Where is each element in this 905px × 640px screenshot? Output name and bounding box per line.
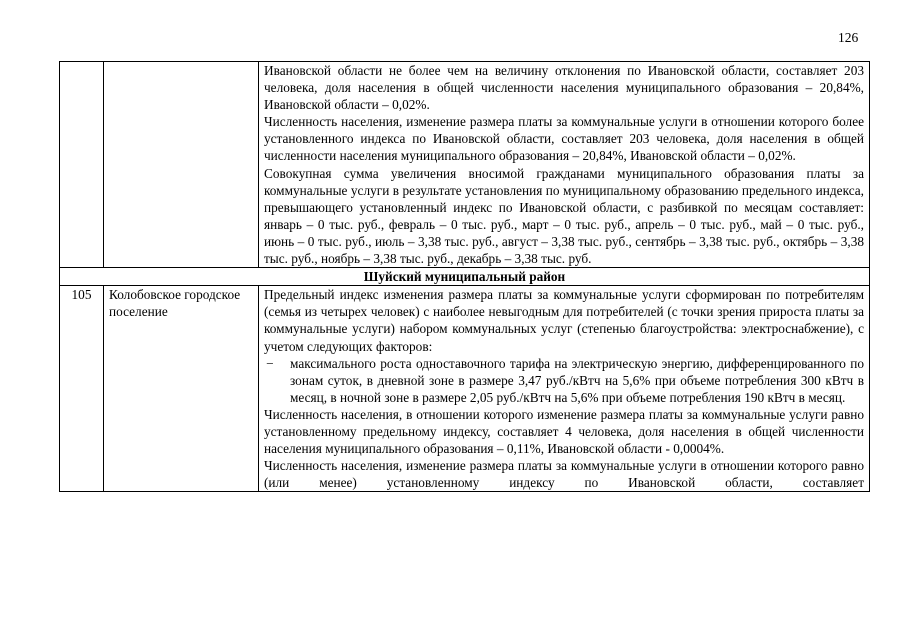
row-number-cell bbox=[60, 62, 104, 268]
municipality-name: Колобовское городское поселение bbox=[104, 286, 259, 492]
paragraph: Численность населения, в отношении которого изменение размера платы за коммунальные услуги равно установленному предельному индексу, составляет 4 человека, доля населения в общей численности населения муниципального образования – 0,11%, Ивановской области - 0,0004%. bbox=[264, 406, 864, 457]
factor-list bbox=[264, 355, 864, 406]
paragraph: Численность населения, изменение размера платы за коммунальные услуги в отношении которого равно (или менее) установленному индексу по Ивановской области, составляет bbox=[264, 458, 864, 491]
document-table bbox=[59, 61, 870, 492]
row-text-cell bbox=[259, 286, 870, 492]
table-row bbox=[60, 286, 870, 492]
factor-item: − максимального роста одноставочного тарифа на электрическую энергию, дифференцированного по зонам суток, в дневной зоне в размере 3,47 руб./кВтч на 5,6% при объеме потребления 300 кВтч в месяц, в ночной зоне в размере 2,05 руб./кВтч на 5,6% при объеме потребления 190 кВтч в месяц. bbox=[290, 355, 864, 406]
paragraph: Численность населения, изменение размера платы за коммунальные услуги в отношении которого более установленного индекса по Ивановской области, составляет 203 человека, доля населения в общей численности населения муниципального образования – 20,84%, Ивановской области – 0,02%. bbox=[264, 114, 864, 164]
row-number: 105 bbox=[60, 286, 104, 492]
row-name-cell bbox=[104, 62, 259, 268]
row-text-cell bbox=[259, 62, 870, 268]
paragraph: Совокупная сумма увеличения вносимой гражданами муниципального образования платы за коммунальные услуги в результате установления по муниципальному образованию предельного индекса, превышающего установленный индекс по Ивановской области, с разбивкой по месяцам составляет: январь – 0 тыс. руб., февраль – 0 тыс. руб., март – 0 тыс. руб., апрель – 0 тыс. руб., май – 0 тыс. руб., июнь – 0 тыс. руб., июль – 3,38 тыс. руб., август – 3,38 тыс. руб., сентябрь – 3,38 тыс. руб., октябрь – 3,38 тыс. руб., ноябрь – 3,38 тыс. руб., декабрь – 3,38 тыс. руб. bbox=[264, 165, 864, 267]
table-row bbox=[60, 62, 870, 268]
section-title: Шуйский муниципальный район bbox=[60, 268, 870, 286]
paragraph: Ивановской области не более чем на величину отклонения по Ивановской области, составляет 203 человека, доля населения в общей численности населения муниципального образования – 20,84%, Ивановской области – 0,02%. bbox=[264, 63, 864, 113]
section-row bbox=[60, 268, 870, 286]
page-number: 126 bbox=[838, 30, 859, 45]
intro-paragraph: Предельный индекс изменения размера платы за коммунальные услуги сформирован по потребителям (семья из четырех человек) с наиболее невыгодным для потребителей (с точки зрения прироста платы за коммунальные услуги) набором коммунальных услуг (степенью благоустройства: электроснабжение), с учетом следующих факторов: bbox=[264, 287, 864, 354]
